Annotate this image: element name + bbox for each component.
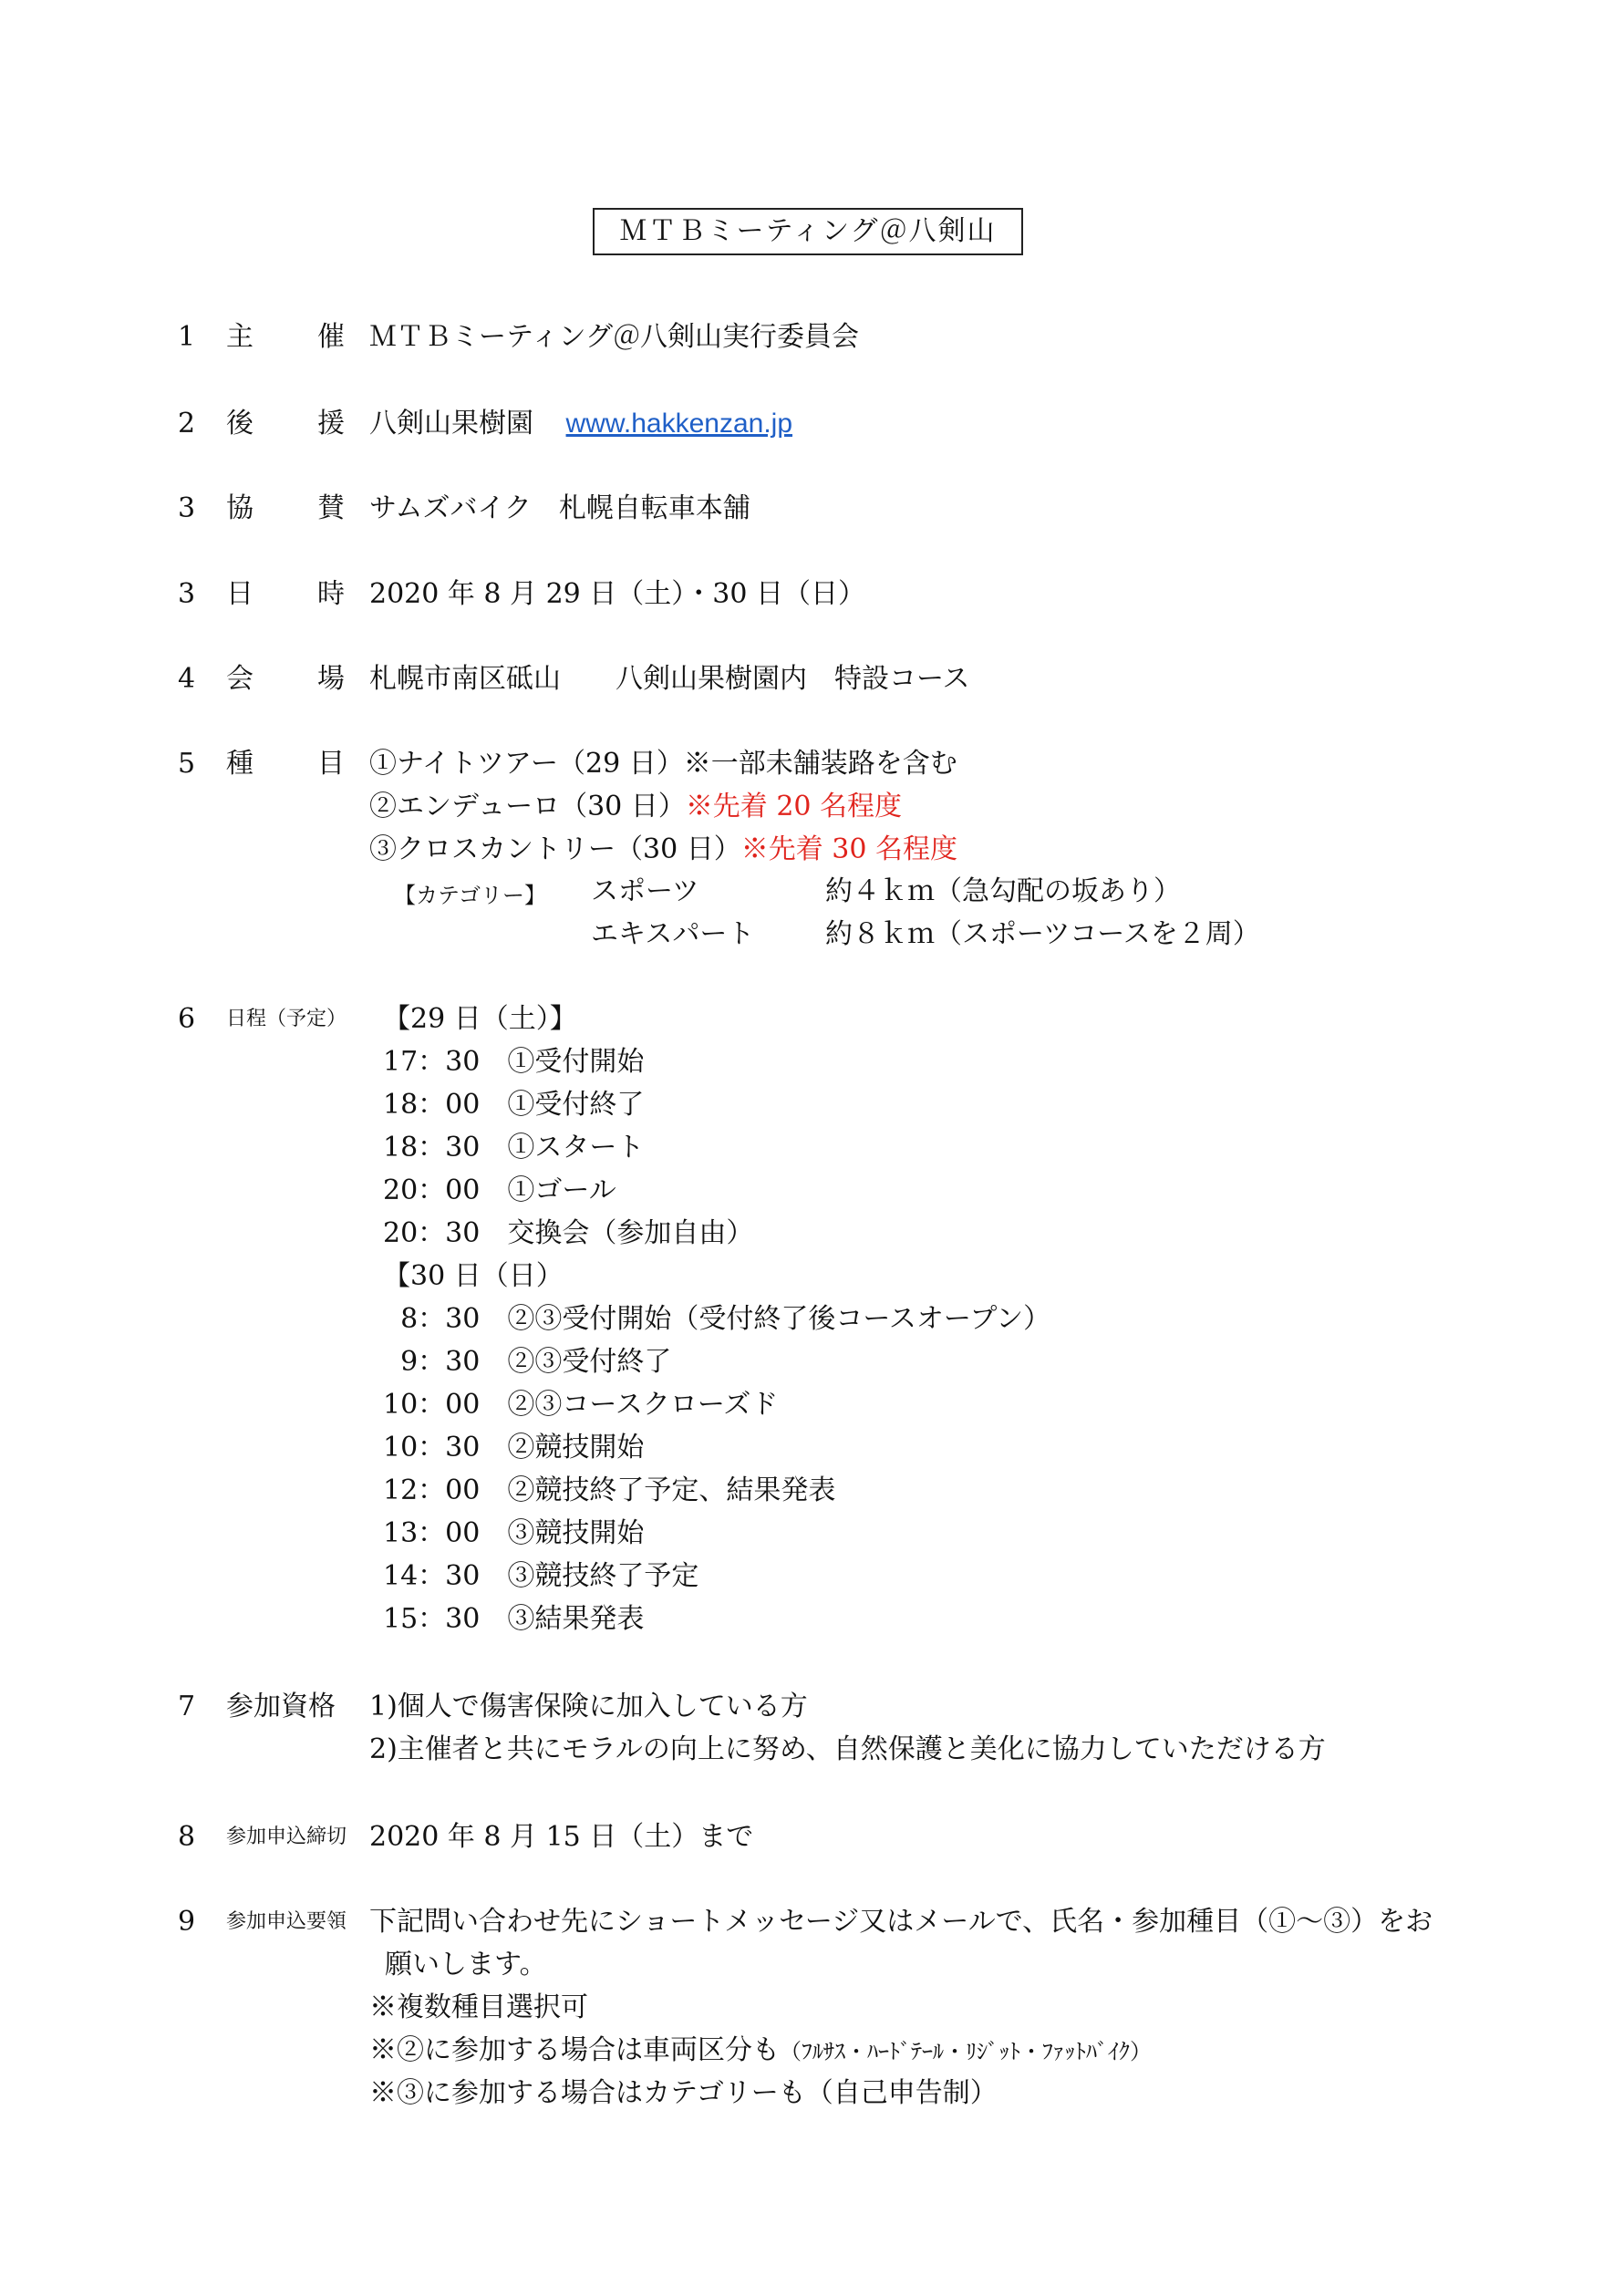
category-expert-desc: 約８ｋｍ（スポーツコースを２周） bbox=[825, 918, 1260, 950]
event-enduro: ②エンデューロ（30 日）※先着 20 名程度 bbox=[369, 791, 903, 822]
section-number: 3 bbox=[178, 492, 196, 524]
schedule-item: 9：30 ②③受付終了 bbox=[383, 1346, 672, 1378]
category-expert-name: エキスパート bbox=[591, 918, 755, 950]
page-title: ＭＴＢミーティング＠八剣山 bbox=[593, 208, 1023, 255]
section-label-datetime: 日 時 bbox=[226, 578, 345, 610]
section-number: 4 bbox=[178, 663, 196, 695]
datetime-value: 2020 年 8 月 29 日（土）・30 日（日） bbox=[369, 578, 865, 610]
application-line-5: ※③に参加する場合はカテゴリーも（自己申告制） bbox=[369, 2077, 998, 2109]
category-sports-desc: 約４ｋｍ（急勾配の坂あり） bbox=[825, 875, 1181, 907]
schedule-item: 8：30 ②③受付開始（受付終了後コースオープン） bbox=[383, 1303, 1051, 1335]
xc-capacity-note: ※先着 30 名程度 bbox=[740, 833, 957, 865]
schedule-item: 18：30 ①スタート bbox=[383, 1132, 645, 1164]
schedule-item: 10：00 ②③コースクローズド bbox=[383, 1389, 779, 1421]
schedule-item: 14：30 ③競技終了予定 bbox=[383, 1560, 699, 1592]
organizer-value: ＭＴＢミーティング＠八剣山実行委員会 bbox=[369, 321, 859, 353]
section-number: 5 bbox=[178, 748, 196, 780]
application-line-2: 願いします。 bbox=[385, 1949, 547, 1981]
venue-value: 札幌市南区砥山 八剣山果樹園内 特設コース bbox=[369, 663, 970, 695]
section-label-organizer: 主 催 bbox=[226, 321, 345, 353]
enduro-capacity-note: ※先着 20 名程度 bbox=[685, 791, 903, 822]
website-link[interactable]: www.hakkenzan.jp bbox=[565, 409, 793, 439]
section-label-application: 参加申込要領 bbox=[226, 1910, 347, 1933]
schedule-item: 17：30 ①受付開始 bbox=[383, 1046, 645, 1078]
section-number: 9 bbox=[178, 1906, 196, 1938]
schedule-item: 10：30 ②競技開始 bbox=[383, 1432, 645, 1463]
section-label-schedule: 日程（予定） bbox=[226, 1008, 347, 1030]
qualification-1: 1)個人で傷害保険に加入している方 bbox=[369, 1691, 808, 1722]
section-label-deadline: 参加申込締切 bbox=[226, 1825, 347, 1848]
schedule-item: 13：00 ③競技開始 bbox=[383, 1517, 645, 1549]
category-sports-name: スポーツ bbox=[591, 875, 699, 907]
section-number: 1 bbox=[178, 321, 196, 353]
section-label-qualification: 参加資格 bbox=[226, 1691, 336, 1722]
sponsor-value: サムズバイク 札幌自転車本舗 bbox=[369, 492, 750, 524]
application-line-1: 下記問い合わせ先にショートメッセージ又はメールで、氏名・参加種目（①～③）をお bbox=[369, 1906, 1433, 1938]
section-number: 3 bbox=[178, 578, 196, 610]
category-label: 【カテゴリー】 bbox=[394, 883, 547, 908]
schedule-item: 20：30 交換会（参加自由） bbox=[383, 1217, 754, 1249]
section-label-events: 種 目 bbox=[226, 748, 345, 780]
section-number: 2 bbox=[178, 408, 196, 440]
schedule-day1-header: 【29 日（土）】 bbox=[383, 1003, 577, 1035]
schedule-item: 12：00 ②競技終了予定、結果発表 bbox=[383, 1474, 836, 1506]
event-night-tour: ①ナイトツアー（29 日）※一部未舗装路を含む bbox=[369, 748, 957, 780]
section-number: 6 bbox=[178, 1003, 196, 1035]
schedule-item: 15：30 ③結果発表 bbox=[383, 1603, 645, 1635]
deadline-value: 2020 年 8 月 15 日（土）まで bbox=[369, 1821, 754, 1853]
section-number: 8 bbox=[178, 1821, 196, 1853]
schedule-item: 18：00 ①受付終了 bbox=[383, 1089, 645, 1121]
support-value: 八剣山果樹園 www.hakkenzan.jp bbox=[369, 408, 793, 440]
application-line-4: ※②に参加する場合は車両区分も（ﾌﾙｻｽ・ﾊｰﾄﾞﾃｰﾙ・ﾘｼﾞｯﾄ・ﾌｧｯﾄﾊﾞｲｸ） bbox=[369, 2034, 1152, 2066]
section-label-support: 後 援 bbox=[226, 408, 345, 440]
application-line-3: ※複数種目選択可 bbox=[369, 1991, 588, 2023]
schedule-day2-header: 【30 日（日） bbox=[383, 1260, 564, 1292]
schedule-item: 20：00 ①ゴール bbox=[383, 1174, 616, 1206]
event-cross-country: ③クロスカントリー（30 日）※先着 30 名程度 bbox=[369, 833, 957, 865]
qualification-2: 2)主催者と共にモラルの向上に努め、自然保護と美化に協力していただける方 bbox=[369, 1733, 1326, 1765]
section-number: 7 bbox=[178, 1691, 196, 1722]
section-label-sponsor: 協 賛 bbox=[226, 492, 345, 524]
section-label-venue: 会 場 bbox=[226, 663, 345, 695]
